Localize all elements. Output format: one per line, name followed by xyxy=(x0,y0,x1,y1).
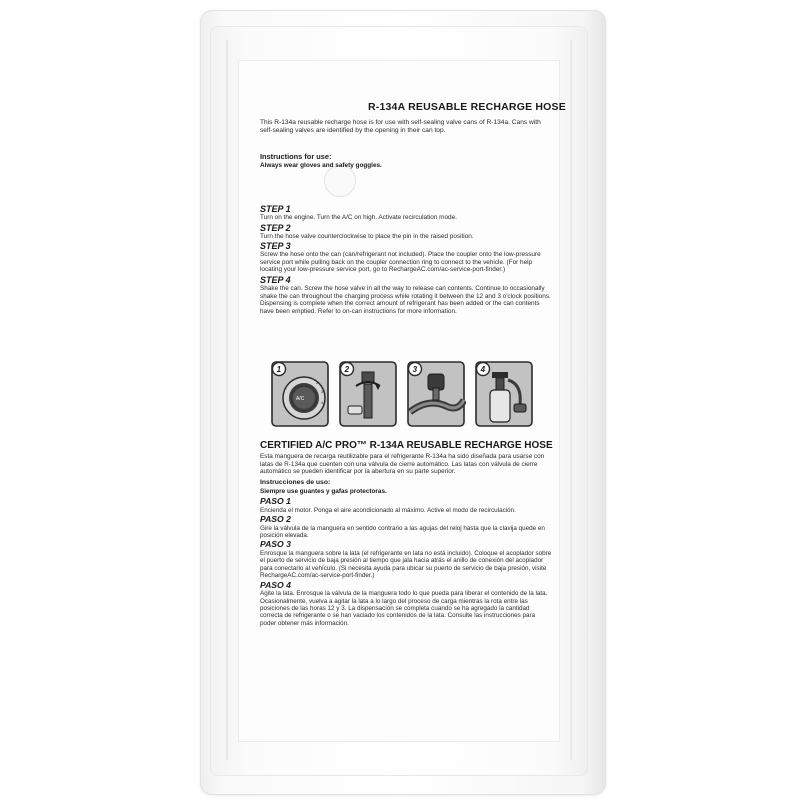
svg-text:4: 4 xyxy=(321,400,324,405)
intro-text-es: Esta manguera de recarga reutilizable para el refrigerante R-134a ha sido diseñada para usarse con latas de R-134a que cuenten con una válvula de cierre automático. Las latas con válvula de cierre automático se pueden identificar por la abertura en su parte superior. xyxy=(260,453,545,476)
can-dispense-icon xyxy=(474,360,534,428)
step-item xyxy=(260,275,552,315)
step-item xyxy=(260,515,552,539)
step-label: STEP 1 xyxy=(260,204,291,214)
intro-text-en: This R-134a reusable recharge hose is for use with self-sealing valve cans of R-134a. Cans with self-sealing valves are identified by the opening in their can top. xyxy=(260,119,541,135)
step-label: STEP 2 xyxy=(260,222,291,233)
step-label: STEP 4 xyxy=(260,274,291,285)
step-text: Turn the hose valve counterclockwise to place the pin in the raised position. xyxy=(260,232,474,240)
blister-rail-right xyxy=(570,40,572,760)
step-item xyxy=(260,223,552,241)
step-text: Turn on the engine. Turn the A/C on high. Activate recirculation mode. xyxy=(260,214,457,221)
blister-rail-left xyxy=(226,40,228,760)
dial-label: A/C xyxy=(296,396,305,402)
steps-list-en xyxy=(260,204,552,316)
step-text: Enrosque la manguera sobre la lata (el refrigerante en lata no está incluido). Coloque el acoplador sobre el puerto de servicio de baja presión al tiempo que jala hacia atrás el anillo de conexión del acoplador para conectarlo al vehículo. (Si necesita ayuda para ubicar su puerto de servicio de baja presión, visite RechargeAC.com/ac-service-port-finder.) xyxy=(260,550,552,580)
step-item xyxy=(260,204,552,222)
product-title-en: R-134A REUSABLE RECHARGE HOSE xyxy=(368,101,566,113)
step-text: Encienda el motor. Ponga el aire acondicionado al máximo. Active el modo de recirculación. xyxy=(260,506,516,514)
svg-text:3: 3 xyxy=(321,389,324,394)
diagram-number: 4 xyxy=(480,365,486,374)
coupler-connect-icon xyxy=(406,360,466,428)
safety-warning-es: Siempre use guantes y gafas protectoras. xyxy=(260,488,387,495)
steps-list-es xyxy=(260,497,552,628)
product-title-es: CERTIFIED A/C PRO™ R-134A REUSABLE RECHARGE HOSE xyxy=(260,440,553,451)
ac-dial-icon xyxy=(270,360,330,428)
safety-warning-en: Always wear gloves and safety goggles. xyxy=(260,162,382,169)
diagram-number: 2 xyxy=(344,365,350,374)
step-text: Agite la lata. Enrosque la válvula de la manguera todo lo que pueda para liberar el contenido de la lata. Ocasionalmente, vuelva a agitar la lata a lo largo del proceso de carga mientras la rota entre las posiciones de las horas 12 y 3. La dispensación se completa cuando se ha agregado la cantidad correcta de refrigerante o se han vaciado los contenidos de la lata. Consulte las instrucciones para poder obtener más información. xyxy=(260,590,548,627)
step-item xyxy=(260,241,552,274)
step-item xyxy=(260,540,552,579)
diagram-number: 3 xyxy=(412,365,418,374)
svg-text:2: 2 xyxy=(316,380,319,385)
step-label: PASO 4 xyxy=(260,579,291,590)
step-label: PASO 3 xyxy=(260,539,291,550)
diagram-strip xyxy=(270,360,534,430)
hose-valve-turn-icon xyxy=(338,360,398,428)
hang-hole xyxy=(324,165,356,197)
step-text: Shake the can. Screw the hose valve in all the way to release can contents. Continue to occasionally shake the can throughout the charging process while rotating it between the 12 and 3 o'clock positions. Dispensing is complete when the correct amount of refrigerant has been added or the can contents have been emptied. Refer to on-can instructions for more information. xyxy=(260,284,551,315)
diagram-number: 1 xyxy=(276,365,282,374)
step-item xyxy=(260,497,552,514)
step-text: Gire la válvula de la manguera en sentido contrario a las agujas del reloj hasta que la clavija quede en posición elevada. xyxy=(260,524,545,539)
step-label: STEP 3 xyxy=(260,241,291,252)
instructions-heading-en: Instructions for use: xyxy=(260,152,332,161)
instructions-heading-es: Instrucciones de uso: xyxy=(260,479,331,486)
step-text: Screw the hose onto the can (can/refrigerant not included). Place the coupler onto the low-pressure service port while pulling back on the coupler connection ring to connect to the vehicle. (For help locating your low-pressure service port, go to RechargeAC.com/ac-service-port-finder.) xyxy=(260,251,541,274)
step-label: PASO 2 xyxy=(260,514,291,524)
step-item xyxy=(260,581,552,628)
step-label: PASO 1 xyxy=(260,496,291,506)
